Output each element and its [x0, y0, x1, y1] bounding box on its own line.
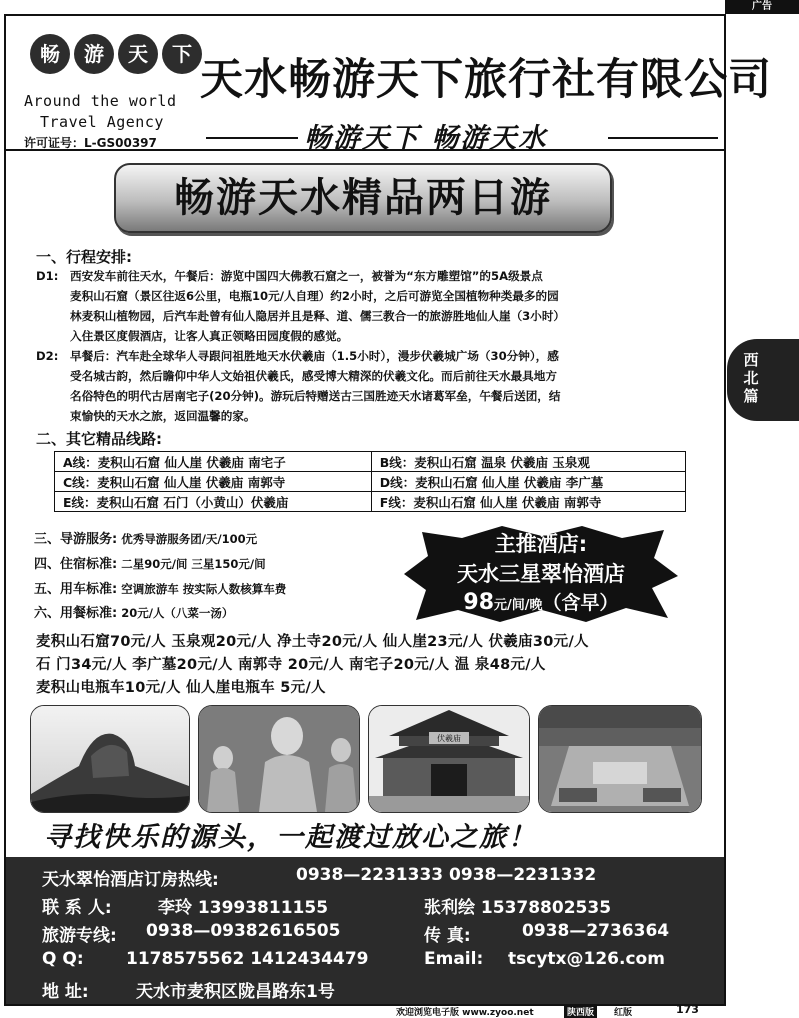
standard-value: 优秀导游服务团/天/100元: [121, 532, 258, 546]
photo-fuxi-temple: [368, 705, 530, 813]
table-row: [55, 492, 686, 512]
photo-maiji-mountain: [30, 705, 190, 813]
route-cell: F线：麦积山石窟 仙人崖 伏羲庙 南郭寺: [371, 492, 685, 512]
price-note: （含早）: [542, 592, 619, 614]
standard-item: [34, 528, 257, 547]
side-tab-char: 篇: [743, 387, 759, 405]
price-value: 98: [463, 590, 495, 615]
standard-value: 20元/人（八菜一汤）: [121, 606, 234, 620]
logo-english-line2: Travel Agency: [40, 113, 164, 131]
logo-char: 下: [162, 34, 202, 74]
motto: 寻找快乐的源头，一起渡过放心之旅！: [44, 822, 537, 853]
footer-color: 红版: [614, 1008, 633, 1018]
logo-char: 天: [118, 34, 158, 74]
tour-line-number: 0938—09382616505: [146, 921, 341, 941]
hotel-name: 天水三星翠怡酒店: [457, 562, 625, 586]
standard-value: 空调旅游车 按实际人数核算车费: [121, 582, 287, 596]
itinerary-heading: 一、行程安排:: [36, 248, 132, 266]
logo-english-line1: Around the world: [24, 92, 177, 110]
tour-line-label: 旅游专线:: [42, 926, 117, 946]
photo-buddha-statues: [198, 705, 360, 813]
hotline-label: 天水翠怡酒店订房热线:: [42, 870, 219, 890]
table-row: [55, 452, 686, 472]
standard-item: [34, 553, 266, 572]
title-banner: [114, 163, 612, 233]
slogan-rule: [206, 137, 298, 139]
day2-line: 早餐后：汽车赴全球华人寻跟问祖胜地天水伏羲庙（1.5小时），漫步伏羲城广场（30分钟），感: [70, 349, 559, 363]
standard-item: [34, 578, 286, 597]
hotel-price: [402, 588, 680, 615]
contact-person-1: 李玲 13993811155: [158, 898, 329, 918]
side-tab-northwest: [727, 339, 799, 421]
route-cell: B线：麦积山石窟 温泉 伏羲庙 玉泉观: [371, 452, 685, 472]
day1-line: 麦积山石窟（景区往返6公里，电瓶10元/人自理）约2小时，之后可游览全国植物种类最多的园: [70, 289, 559, 303]
photo-plaza: [538, 705, 702, 813]
day2-text: [36, 346, 690, 426]
route-cell: D线：麦积山石窟 仙人崖 伏羲庙 李广墓: [371, 472, 685, 492]
standard-label: 三、导游服务:: [34, 532, 118, 547]
contact-panel: [6, 857, 724, 1004]
title: 畅游天水精品两日游: [174, 175, 552, 221]
day1-line: 林麦积山植物园，后汽车赴曾有仙人隐居并且是释、道、儒三教合一的旅游胜地仙人崖（3小时）: [70, 309, 566, 323]
qq-label: Q Q:: [42, 949, 84, 969]
ticket-prices-line: 麦积山电瓶车10元/人 仙人崖电瓶车 5元/人: [36, 680, 326, 696]
slogan: 畅游天下 畅游天水: [304, 123, 548, 154]
hotel-heading: 主推酒店:: [494, 532, 588, 556]
route-cell: E线：麦积山石窟 石门（小黄山）伏羲庙: [55, 492, 372, 512]
slogan-rule: [608, 137, 718, 139]
standard-label: 四、住宿标准:: [34, 557, 118, 572]
license-number: 许可证号：L-GS00397: [24, 136, 157, 150]
ticket-prices-line: 石 门34元/人 李广墓20元/人 南郭寺 20元/人 南宅子20元/人 温 泉48元/人: [36, 657, 546, 673]
side-tab-text: [741, 351, 761, 405]
routes-heading: 二、其它精品线路:: [36, 430, 162, 448]
table-row: [55, 472, 686, 492]
address-label: 地 址:: [42, 982, 89, 1002]
logo-char: 畅: [30, 34, 70, 74]
ad-tag: 广告: [725, 0, 799, 14]
header: [6, 16, 772, 154]
route-cell: C线：麦积山石窟 仙人崖 伏羲庙 南郭寺: [55, 472, 372, 492]
hotel-burst: [402, 524, 680, 624]
route-cell: A线：麦积山石窟 仙人崖 伏羲庙 南宅子: [55, 452, 372, 472]
day2-line: 名俗特色的明代古居南宅子(20分钟)。游玩后特赠送古三国胜迹天水诸葛军垒，午餐后送团，结: [70, 389, 561, 403]
contact-person-label: 联 系 人:: [42, 898, 112, 918]
routes-table: [54, 451, 686, 512]
logo-char: 游: [74, 34, 114, 74]
standard-label: 五、用车标准:: [34, 582, 118, 597]
fax-label: 传 真:: [424, 926, 471, 946]
fax-number: 0938—2736364: [522, 921, 670, 941]
hotline-numbers: 0938—2231333 0938—2231332: [296, 865, 597, 885]
footer-site: 欢迎浏览电子版 www.zyoo.net: [396, 1008, 534, 1018]
price-unit: 元/间/晚: [494, 598, 543, 613]
email-address: tscytx@126.com: [508, 949, 665, 969]
day1-text: [36, 266, 690, 346]
logo: [30, 34, 202, 74]
side-tab-char: 北: [743, 369, 759, 387]
standard-label: 六、用餐标准:: [34, 606, 118, 621]
email-label: Email:: [424, 949, 484, 969]
day1-line: 入住景区度假酒店，让客人真正领略田园度假的感觉。: [70, 329, 349, 343]
standard-item: [34, 602, 233, 621]
ticket-prices-line: 麦积山石窟70元/人 玉泉观20元/人 净土寺20元/人 仙人崖23元/人 伏羲庙30元/人: [36, 634, 589, 650]
day2-line: 受名城古韵，然后瞻仰中华人文始祖伏羲氏，感受博大精深的伏羲文化。而后前往天水最具地方: [70, 369, 557, 383]
page-number: 173: [676, 1003, 699, 1016]
company-name: 天水畅游天下旅行社有限公司: [200, 55, 772, 105]
standard-value: 二星90元/间 三星150元/间: [121, 557, 266, 571]
contact-person-2: 张利绘 15378802535: [424, 898, 612, 918]
temple-sign-text: 伏羲庙: [437, 734, 461, 743]
day-label: D2:: [36, 349, 59, 363]
address: 天水市麦积区陇昌路东1号: [136, 982, 335, 1002]
day-label: D1:: [36, 269, 59, 283]
qq-numbers: 1178575562 1412434479: [126, 949, 369, 969]
side-tab-char: 西: [743, 351, 759, 369]
footer-edition: 陕西版: [564, 1005, 597, 1018]
day2-line: 束愉快的天水之旅，返回温馨的家。: [70, 409, 256, 423]
day1-line: 西安发车前往天水，午餐后：游览中国四大佛教石窟之一，被誉为“东方雕塑馆”的5A级景点: [70, 269, 543, 283]
